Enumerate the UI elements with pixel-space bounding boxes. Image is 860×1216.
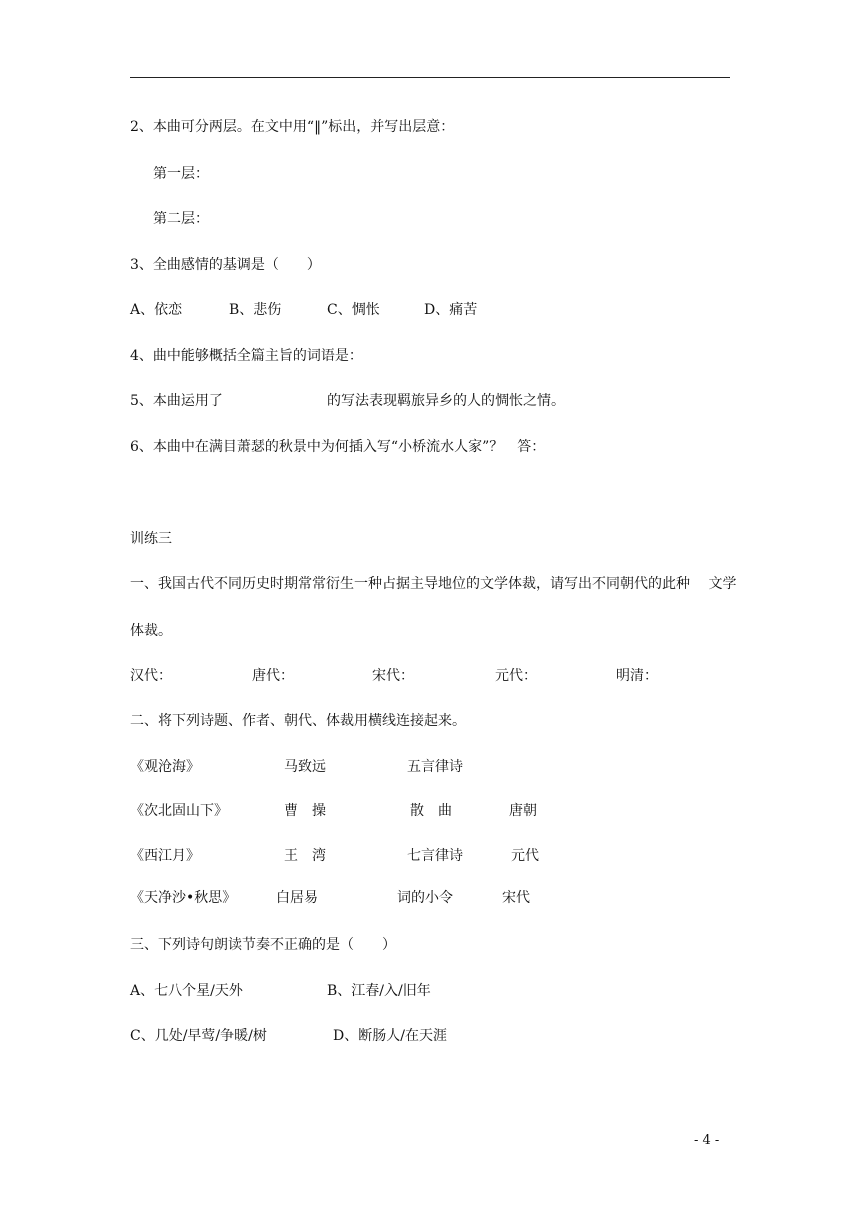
dynasty-mingqing: 明清：: [616, 668, 658, 684]
p3-option-c: C、几处/早莺/争暖/树: [130, 1028, 267, 1044]
question-3: 3、全曲感情的基调是（ ）: [130, 257, 321, 273]
match-author-3: 王 湾: [284, 848, 326, 864]
match-author-1: 马致远: [284, 759, 326, 775]
match-title-3: 《西江月》: [130, 848, 200, 864]
layer-1-label: 第一层：: [153, 166, 209, 182]
match-genre-4: 词的小令: [397, 890, 453, 906]
dynasty-tang: 唐代：: [252, 668, 294, 684]
match-title-2: 《次北固山下》: [130, 803, 228, 819]
match-dynasty-3: 元代: [511, 848, 539, 864]
q3-option-d: D、痛苦: [424, 302, 478, 318]
match-dynasty-2: 唐朝: [509, 803, 537, 819]
match-dynasty-4: 宋代: [502, 890, 530, 906]
question-6: 6、本曲中在满目萧瑟的秋景中为何插入写“小桥流水人家”？ 答：: [130, 439, 546, 455]
part-2: 二、将下列诗题、作者、朝代、体裁用横线连接起来。: [130, 713, 466, 729]
q3-option-c: C、惆怅: [327, 302, 380, 318]
q3-option-b: B、悲伤: [229, 302, 282, 318]
match-genre-3: 七言律诗: [407, 848, 463, 864]
match-title-1: 《观沧海》: [130, 759, 200, 775]
question-2: 2、本曲可分两层。在文中用“‖”标出，并写出层意：: [130, 119, 455, 135]
question-5-end: 的写法表现羁旅异乡的人的惆怅之情。: [327, 393, 565, 409]
part-1-line-2: 体裁。: [130, 623, 172, 639]
match-title-4: 《天净沙•秋思》: [130, 890, 237, 906]
question-5-start: 5、本曲运用了: [130, 393, 223, 409]
section-title: 训练三: [130, 531, 172, 547]
match-genre-1: 五言律诗: [407, 759, 463, 775]
header-rule: [130, 77, 730, 78]
p3-option-d: D、断肠人/在天涯: [333, 1028, 447, 1044]
part-1-line-1: 一、我国古代不同历史时期常常衍生一种占据主导地位的文学体裁，请写出不同朝代的此种 文学: [130, 576, 737, 592]
question-4: 4、曲中能够概括全篇主旨的词语是：: [130, 348, 363, 364]
match-author-4: 白居易: [276, 890, 318, 906]
dynasty-yuan: 元代：: [495, 668, 537, 684]
dynasty-han: 汉代：: [130, 668, 172, 684]
match-author-2: 曹 操: [284, 803, 326, 819]
p3-option-a: A、七八个星/天外: [130, 983, 243, 999]
match-genre-2: 散 曲: [410, 803, 452, 819]
p3-option-b: B、江春/入/旧年: [327, 983, 431, 999]
q3-option-a: A、依恋: [130, 302, 183, 318]
page-number: - 4 -: [694, 1133, 720, 1148]
dynasty-song: 宋代：: [372, 668, 414, 684]
part-3: 三、下列诗句朗读节奏不正确的是（ ）: [130, 937, 396, 953]
layer-2-label: 第二层：: [153, 211, 209, 227]
